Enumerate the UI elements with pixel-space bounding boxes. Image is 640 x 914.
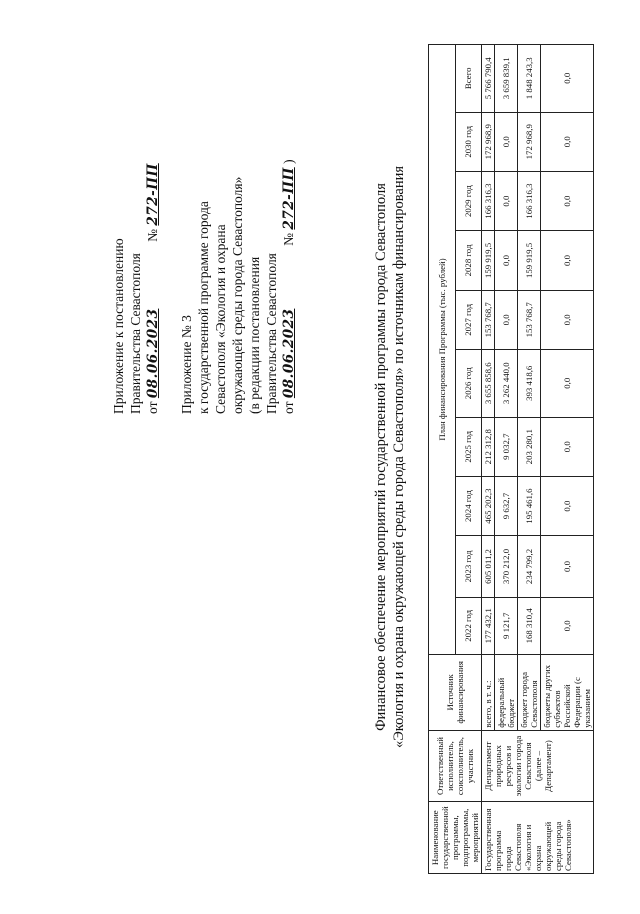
page-title <box>372 0 408 914</box>
total-cell: 5 766 790,4 <box>482 45 495 113</box>
header-year: 2027 год <box>455 290 482 349</box>
appendix-line: окружающей среды города Севастополя» <box>230 176 245 414</box>
value-cell: 166 316,3 <box>482 171 495 230</box>
source-cell: бюджет города Севастополя <box>518 654 541 730</box>
total-cell: 1 848 243,3 <box>518 45 541 113</box>
header-year: 2030 год <box>455 112 482 171</box>
executor-cell: Департамент природных ресурсов и экологии города Севастополя (далее – Департамент) <box>482 730 594 802</box>
value-cell: 177 432,1 <box>482 597 495 654</box>
appendix-line: Правительства Севастополя <box>264 253 279 414</box>
handwritten-date: 08.06.2023 <box>281 308 297 399</box>
header-year: 2025 год <box>455 417 482 476</box>
value-cell: 605 011,2 <box>482 536 495 597</box>
value-cell: 9 632,7 <box>495 476 518 535</box>
value-cell: 9 121,7 <box>495 597 518 654</box>
value-cell: 3 655 858,6 <box>482 350 495 418</box>
header-plan: План финансирования Программы (тыс. рублей) <box>429 45 456 655</box>
number-label: № <box>145 228 160 242</box>
title-line: Финансовое обеспечение мероприятий государственной программы города Севастополя <box>373 183 389 731</box>
value-cell: 0,0 <box>541 476 594 535</box>
value-cell: 0,0 <box>541 290 594 349</box>
appendix-line: (в редакции постановления <box>247 256 262 414</box>
value-cell: 0,0 <box>541 112 594 171</box>
header-executor: Ответственный исполнитель, соисполнитель, участник <box>429 730 482 802</box>
closing-paren: ) <box>281 159 296 164</box>
value-cell: 0,0 <box>495 290 518 349</box>
value-cell: 166 316,3 <box>518 171 541 230</box>
handwritten-number: 272-ПП <box>281 167 297 230</box>
appendix-line: Правительства Севастополя <box>128 253 143 414</box>
value-cell: 9 032,7 <box>495 417 518 476</box>
header-year: 2024 год <box>455 476 482 535</box>
header-row <box>429 45 456 874</box>
appendix-line: к государственной программе города <box>196 201 211 414</box>
value-cell: 0,0 <box>495 231 518 290</box>
handwritten-number: 272-ПП <box>145 163 161 226</box>
header-year: 2028 год <box>455 231 482 290</box>
value-cell: 212 312,8 <box>482 417 495 476</box>
appendix-date-line <box>144 163 162 414</box>
value-cell: 0,0 <box>541 171 594 230</box>
header-year: 2022 год <box>455 597 482 654</box>
value-cell: 172 968,9 <box>482 112 495 171</box>
source-cell: бюджеты других субъектов Российской Федерации (с указанием <box>541 654 594 730</box>
value-cell: 153 768,7 <box>518 290 541 349</box>
value-cell: 195 461,6 <box>518 476 541 535</box>
value-cell: 465 202,3 <box>482 476 495 535</box>
appendix-header-main <box>110 163 162 414</box>
header-year: 2029 год <box>455 171 482 230</box>
value-cell: 159 919,5 <box>482 231 495 290</box>
value-cell: 370 212,0 <box>495 536 518 597</box>
source-cell: федеральный бюджет <box>495 654 518 730</box>
value-cell: 3 262 440,0 <box>495 350 518 418</box>
total-cell: 3 659 839,1 <box>495 45 518 113</box>
header-name: Наименование государственной программы, подпрограммы, мероприятий <box>429 802 482 874</box>
appendix-line: Приложение к постановлению <box>111 238 126 414</box>
value-cell: 0,0 <box>541 597 594 654</box>
from-label: от <box>281 401 296 414</box>
financing-table <box>428 44 594 874</box>
handwritten-date: 08.06.2023 <box>145 308 161 399</box>
program-name-cell: Государственная программа города Севастополя «Экология и охрана окружающей среды города Севастополя» <box>482 802 594 874</box>
appendix-line: Севастополя «Экология и охрана <box>213 224 228 414</box>
appendix-line: Приложение № 3 <box>179 315 194 414</box>
value-cell: 393 418,6 <box>518 350 541 418</box>
value-cell: 234 799,2 <box>518 536 541 597</box>
value-cell: 0,0 <box>541 231 594 290</box>
table-row <box>482 45 495 874</box>
value-cell: 153 768,7 <box>482 290 495 349</box>
value-cell: 159 919,5 <box>518 231 541 290</box>
total-cell: 0,0 <box>541 45 594 113</box>
appendix-header-3 <box>178 159 298 414</box>
appendix-date-line <box>280 159 298 414</box>
value-cell: 203 280,1 <box>518 417 541 476</box>
value-cell: 0,0 <box>541 350 594 418</box>
from-label: от <box>145 401 160 414</box>
value-cell: 168 310,4 <box>518 597 541 654</box>
header-source: Источник финансирования <box>429 654 482 730</box>
value-cell: 0,0 <box>541 417 594 476</box>
header-total: Всего <box>455 45 482 113</box>
value-cell: 0,0 <box>495 112 518 171</box>
title-line: «Экология и охрана окружающей среды города Севастополя» по источникам финансирования <box>391 165 407 749</box>
value-cell: 0,0 <box>541 536 594 597</box>
value-cell: 172 968,9 <box>518 112 541 171</box>
source-cell: всего, в т. ч.: <box>482 654 495 730</box>
number-label: № <box>281 232 296 246</box>
value-cell: 0,0 <box>495 171 518 230</box>
header-year: 2026 год <box>455 350 482 418</box>
header-year: 2023 год <box>455 536 482 597</box>
